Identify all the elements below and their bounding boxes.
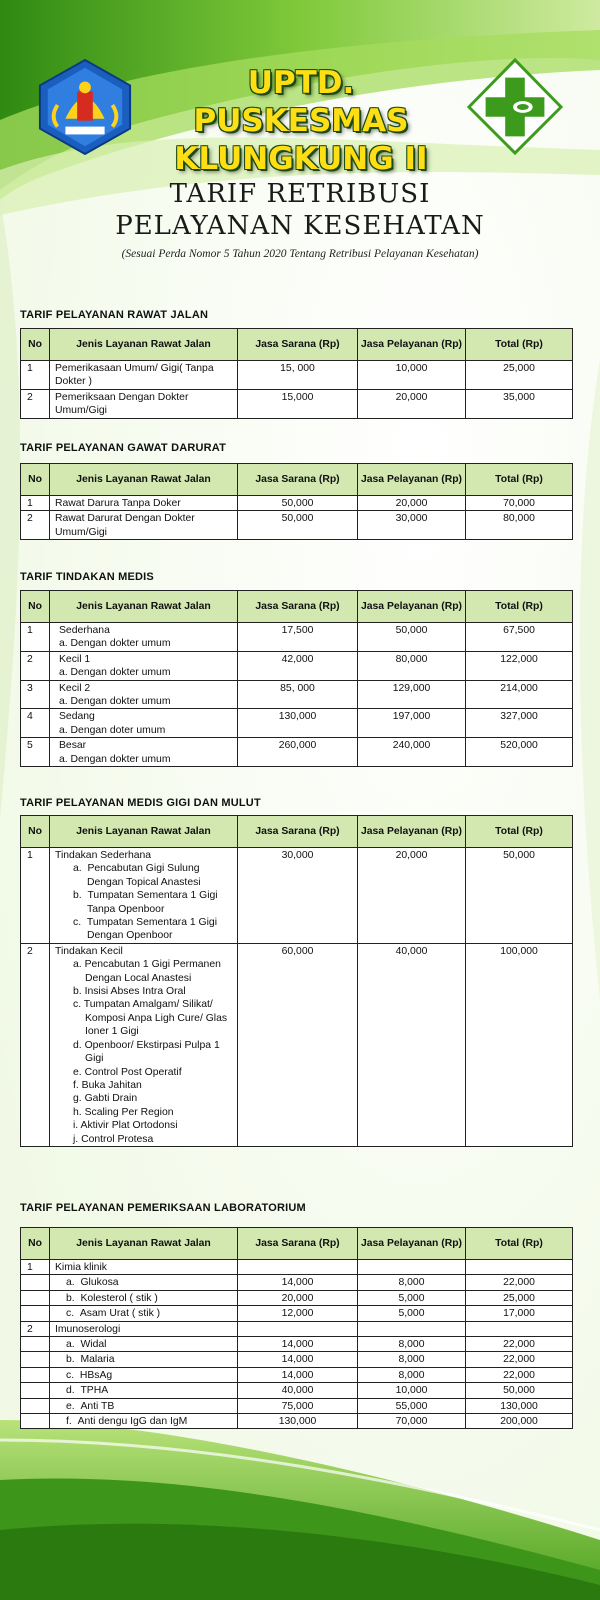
col-no: No	[21, 464, 50, 496]
item-index: c.	[73, 999, 82, 1011]
table-row	[21, 361, 573, 390]
section-title-tindakan-medis: TARIF TINDAKAN MEDIS	[20, 571, 154, 583]
col-service: Jenis Layanan Rawat Jalan	[50, 591, 238, 623]
row-sarana: 60,000	[238, 943, 358, 1146]
item-index: c.	[66, 1369, 75, 1381]
item-text-cont: Tanpa Openboor	[87, 903, 165, 915]
item-text-cont: Dengan Topical Anastesi	[87, 876, 201, 888]
table-gigi-mulut	[20, 815, 573, 1147]
item-text: Asam Urat ( stik )	[79, 1308, 161, 1320]
klungkung-regency-emblem-icon	[36, 58, 134, 156]
item-text-cont: Ioner 1 Gigi	[85, 1026, 139, 1038]
brand-line-1: UPTD. PUSKESMAS	[193, 65, 409, 139]
table-tindakan-medis	[20, 590, 573, 767]
row-sarana: 12,000	[238, 1306, 358, 1321]
item-index: a.	[66, 1277, 75, 1289]
table-row	[21, 1290, 573, 1305]
row-service-name: Besar	[59, 740, 87, 752]
table-row	[21, 1337, 573, 1352]
item-text: Control Protesa	[81, 1133, 154, 1145]
list-item	[55, 1066, 233, 1079]
row-pelayanan: 5,000	[358, 1306, 466, 1321]
table-row	[21, 738, 573, 767]
item-text: TPHA	[80, 1385, 109, 1397]
col-total: Total (Rp)	[466, 1228, 573, 1260]
row-service-sub: a. Dengan dokter umum	[59, 667, 171, 679]
row-service-sub: a. Dengan dokter umum	[59, 638, 171, 650]
item-index: g.	[73, 1093, 82, 1105]
table-row	[21, 1383, 573, 1398]
row-total: 25,000	[466, 361, 573, 390]
row-service-sub: a. Dengan doter umum	[59, 724, 166, 736]
item-index: b.	[73, 890, 82, 902]
item-index: a.	[73, 959, 82, 971]
list-item	[55, 916, 233, 929]
table-row	[21, 1367, 573, 1382]
col-pelayanan: Jasa Pelayanan (Rp)	[358, 816, 466, 848]
list-item	[55, 985, 233, 998]
list-item	[55, 1092, 233, 1105]
row-pelayanan: 55,000	[358, 1398, 466, 1413]
row-no: 1	[21, 848, 50, 944]
row-no: 5	[21, 738, 50, 767]
col-service: Jenis Layanan Rawat Jalan	[50, 816, 238, 848]
item-index: b.	[73, 986, 82, 998]
row-sarana: 14,000	[238, 1352, 358, 1367]
row-service	[50, 709, 238, 738]
row-no: 1	[21, 623, 50, 652]
row-service	[50, 680, 238, 709]
row-pelayanan: 8,000	[358, 1352, 466, 1367]
row-sarana: 15,000	[238, 389, 358, 418]
item-index: e.	[73, 1066, 82, 1078]
list-item	[55, 1039, 233, 1052]
row-total: 122,000	[466, 651, 573, 680]
item-text: Kolesterol ( stik )	[80, 1292, 158, 1304]
item-index: d.	[73, 1039, 82, 1051]
row-sarana: 42,000	[238, 651, 358, 680]
item-text-cont: Gigi	[85, 1053, 104, 1065]
title-line-1: TARIF RETRIBUSI	[169, 179, 431, 209]
row-service	[50, 1290, 238, 1305]
table-header	[21, 816, 573, 848]
row-sarana: 50,000	[238, 511, 358, 540]
row-group-name: Kimia klinik	[50, 1260, 238, 1275]
table-row	[21, 1260, 573, 1275]
table-header	[21, 464, 573, 496]
section-title-gigi-mulut: TARIF PELAYANAN MEDIS GIGI DAN MULUT	[20, 797, 261, 809]
row-total: 130,000	[466, 1398, 573, 1413]
row-sarana: 50,000	[238, 496, 358, 511]
table-row	[21, 1352, 573, 1367]
item-index: a.	[73, 863, 82, 875]
col-sarana: Jasa Sarana (Rp)	[238, 464, 358, 496]
item-text: Tumpatan Sementara 1 Gigi	[87, 890, 218, 902]
item-text: Anti dengu IgG dan IgM	[77, 1416, 188, 1428]
row-no: 2	[21, 943, 50, 1146]
row-service	[50, 1275, 238, 1290]
row-total: 100,000	[466, 943, 573, 1146]
item-text: HBsAg	[79, 1369, 113, 1381]
col-pelayanan: Jasa Pelayanan (Rp)	[358, 464, 466, 496]
row-service: Rawat Darurat Dengan Dokter Umum/Gigi	[50, 511, 238, 540]
item-index: h.	[73, 1106, 82, 1118]
item-index: a.	[66, 1339, 75, 1351]
col-no: No	[21, 1228, 50, 1260]
col-sarana: Jasa Sarana (Rp)	[238, 1228, 358, 1260]
page-title	[0, 178, 600, 242]
col-total: Total (Rp)	[466, 591, 573, 623]
item-text: Tumpatan Amalgam/ Silikat/	[83, 999, 213, 1011]
title-line-2: PELAYANAN KESEHATAN	[115, 211, 485, 241]
row-pelayanan: 197,000	[358, 709, 466, 738]
row-pelayanan: 20,000	[358, 848, 466, 944]
puskesmas-name	[138, 64, 464, 178]
row-pelayanan: 10,000	[358, 1383, 466, 1398]
item-text: Control Post Operatif	[84, 1066, 182, 1078]
table-row	[21, 623, 573, 652]
row-total: 327,000	[466, 709, 573, 738]
item-text-cont: Dengan Local Anastesi	[85, 972, 192, 984]
row-service	[50, 651, 238, 680]
row-total: 22,000	[466, 1352, 573, 1367]
item-text: Widal	[80, 1339, 107, 1351]
row-service: Rawat Darura Tanpa Doker	[50, 496, 238, 511]
row-sarana: 15, 000	[238, 361, 358, 390]
row-no: 2	[21, 511, 50, 540]
section-title-laboratorium: TARIF PELAYANAN PEMERIKSAAN LABORATORIUM	[20, 1202, 306, 1214]
row-pelayanan: 8,000	[358, 1337, 466, 1352]
row-pelayanan: 20,000	[358, 496, 466, 511]
table-row	[21, 1306, 573, 1321]
item-index: b.	[66, 1354, 75, 1366]
row-no: 1	[21, 496, 50, 511]
row-sarana: 130,000	[238, 1414, 358, 1429]
row-group-name: Imunoserologi	[50, 1321, 238, 1336]
col-pelayanan: Jasa Pelayanan (Rp)	[358, 329, 466, 361]
item-text: Pencabutan 1 Gigi Permanen	[84, 959, 221, 971]
row-pelayanan: 40,000	[358, 943, 466, 1146]
row-total: 80,000	[466, 511, 573, 540]
row-service	[50, 943, 238, 1146]
table-row	[21, 389, 573, 418]
item-text: Buka Jahitan	[81, 1079, 142, 1091]
row-pelayanan: 5,000	[358, 1290, 466, 1305]
row-no: 2	[21, 389, 50, 418]
row-total: 50,000	[466, 848, 573, 944]
section-title-gawat-darurat: TARIF PELAYANAN GAWAT DARURAT	[20, 442, 227, 454]
table-row	[21, 848, 573, 944]
item-index: c.	[73, 917, 82, 929]
list-item	[55, 889, 233, 902]
item-text-cont: Dengan Openboor	[87, 930, 173, 942]
row-service	[50, 1383, 238, 1398]
row-sarana: 85, 000	[238, 680, 358, 709]
table-row	[21, 1275, 573, 1290]
row-total: 67,500	[466, 623, 573, 652]
row-service-sub: a. Dengan dokter umum	[59, 753, 171, 765]
row-service	[50, 1414, 238, 1429]
row-pelayanan: 70,000	[358, 1414, 466, 1429]
col-total: Total (Rp)	[466, 329, 573, 361]
row-service	[50, 1367, 238, 1382]
row-sarana: 20,000	[238, 1290, 358, 1305]
item-index: d.	[66, 1385, 75, 1397]
row-service-sub: a. Dengan dokter umum	[59, 696, 171, 708]
row-total: 70,000	[466, 496, 573, 511]
list-item	[55, 862, 233, 875]
brand-line-2: KLUNGKUNG II	[174, 141, 428, 177]
row-service: Pemerikasaan Umum/ Gigi( Tanpa Dokter )	[50, 361, 238, 390]
table-row	[21, 709, 573, 738]
row-total: 214,000	[466, 680, 573, 709]
subtitle: (Sesuai Perda Nomor 5 Tahun 2020 Tentang Retribusi Pelayanan Kesehatan)	[121, 248, 479, 260]
item-index: c.	[66, 1308, 75, 1320]
row-no: 1	[21, 361, 50, 390]
header	[0, 0, 600, 177]
row-sarana: 75,000	[238, 1398, 358, 1413]
row-service-name: Tindakan Sederhana	[55, 850, 152, 861]
col-no: No	[21, 591, 50, 623]
row-sarana: 40,000	[238, 1383, 358, 1398]
col-service: Jenis Layanan Rawat Jalan	[50, 1228, 238, 1260]
row-no: 2	[21, 651, 50, 680]
row-pelayanan: 20,000	[358, 389, 466, 418]
list-item	[55, 1079, 233, 1092]
item-index: f.	[73, 1079, 79, 1091]
row-sarana: 14,000	[238, 1367, 358, 1382]
row-service	[50, 1337, 238, 1352]
item-text-cont: Komposi Anpa Ligh Cure/ Glas	[85, 1012, 228, 1024]
table-row	[21, 1414, 573, 1429]
col-pelayanan: Jasa Pelayanan (Rp)	[358, 591, 466, 623]
col-sarana: Jasa Sarana (Rp)	[238, 329, 358, 361]
item-text: Openboor/ Ekstirpasi Pulpa 1	[84, 1039, 220, 1051]
col-service: Jenis Layanan Rawat Jalan	[50, 329, 238, 361]
row-pelayanan: 10,000	[358, 361, 466, 390]
row-no: 3	[21, 680, 50, 709]
row-pelayanan: 240,000	[358, 738, 466, 767]
row-no: 4	[21, 709, 50, 738]
col-sarana: Jasa Sarana (Rp)	[238, 591, 358, 623]
item-index: i.	[73, 1120, 79, 1132]
col-total: Total (Rp)	[466, 464, 573, 496]
row-service-name: Sedang	[59, 711, 95, 723]
list-item	[55, 1133, 233, 1146]
table-header	[21, 1228, 573, 1260]
table-rawat-jalan	[20, 328, 573, 419]
item-text: Pencabutan Gigi Sulung	[87, 863, 200, 875]
item-index: e.	[66, 1400, 75, 1412]
col-no: No	[21, 816, 50, 848]
row-service	[50, 1398, 238, 1413]
row-sarana: 130,000	[238, 709, 358, 738]
row-service-name: Kecil 2	[59, 682, 91, 694]
table-laboratorium	[20, 1227, 573, 1429]
row-total: 22,000	[466, 1275, 573, 1290]
col-total: Total (Rp)	[466, 816, 573, 848]
item-text: Anti TB	[80, 1400, 115, 1412]
col-pelayanan: Jasa Pelayanan (Rp)	[358, 1228, 466, 1260]
row-pelayanan: 8,000	[358, 1367, 466, 1382]
puskesmas-cross-logo-icon	[466, 58, 564, 156]
row-total: 17,000	[466, 1306, 573, 1321]
list-item	[55, 998, 233, 1011]
row-service	[50, 738, 238, 767]
row-total: 25,000	[466, 1290, 573, 1305]
item-text: Insisi Abses Intra Oral	[84, 986, 186, 998]
table-row	[21, 943, 573, 1146]
row-pelayanan: 8,000	[358, 1275, 466, 1290]
table-row	[21, 1321, 573, 1336]
row-sarana: 30,000	[238, 848, 358, 944]
row-service	[50, 848, 238, 944]
row-no: 1	[21, 1260, 50, 1275]
row-service	[50, 1306, 238, 1321]
row-service-name: Tindakan Kecil	[55, 945, 123, 957]
row-total: 35,000	[466, 389, 573, 418]
item-text: Gabti Drain	[84, 1093, 138, 1105]
list-item	[55, 958, 233, 971]
col-service: Jenis Layanan Rawat Jalan	[50, 464, 238, 496]
row-pelayanan: 30,000	[358, 511, 466, 540]
row-no: 2	[21, 1321, 50, 1336]
item-index: j.	[73, 1133, 79, 1145]
table-row	[21, 511, 573, 540]
list-item	[55, 1119, 233, 1132]
list-item	[55, 1106, 233, 1119]
item-text: Scaling Per Region	[84, 1106, 174, 1118]
item-text: Malaria	[80, 1354, 115, 1366]
row-total: 22,000	[466, 1367, 573, 1382]
table-header	[21, 329, 573, 361]
table-row	[21, 680, 573, 709]
table-header	[21, 591, 573, 623]
row-service-name: Kecil 1	[59, 653, 91, 665]
item-text: Glukosa	[80, 1277, 119, 1289]
table-gawat-darurat	[20, 463, 573, 540]
section-title-rawat-jalan: TARIF PELAYANAN RAWAT JALAN	[20, 309, 209, 321]
row-service: Pemeriksaan Dengan Dokter Umum/Gigi	[50, 389, 238, 418]
item-text: Aktivir Plat Ortodonsi	[80, 1120, 178, 1132]
table-row	[21, 496, 573, 511]
row-total: 22,000	[466, 1337, 573, 1352]
row-total: 50,000	[466, 1383, 573, 1398]
item-index: b.	[66, 1292, 75, 1304]
row-service	[50, 1352, 238, 1367]
row-pelayanan: 129,000	[358, 680, 466, 709]
row-service	[50, 623, 238, 652]
row-total: 520,000	[466, 738, 573, 767]
row-sarana: 14,000	[238, 1275, 358, 1290]
col-sarana: Jasa Sarana (Rp)	[238, 816, 358, 848]
item-text: Tumpatan Sementara 1 Gigi	[86, 917, 218, 929]
row-service-name: Sederhana	[59, 625, 110, 636]
table-row	[21, 1398, 573, 1413]
table-row	[21, 651, 573, 680]
row-pelayanan: 80,000	[358, 651, 466, 680]
row-sarana: 17,500	[238, 623, 358, 652]
row-total: 200,000	[466, 1414, 573, 1429]
row-sarana: 260,000	[238, 738, 358, 767]
row-pelayanan: 50,000	[358, 623, 466, 652]
item-index: f.	[66, 1416, 72, 1428]
col-no: No	[21, 329, 50, 361]
row-sarana: 14,000	[238, 1337, 358, 1352]
